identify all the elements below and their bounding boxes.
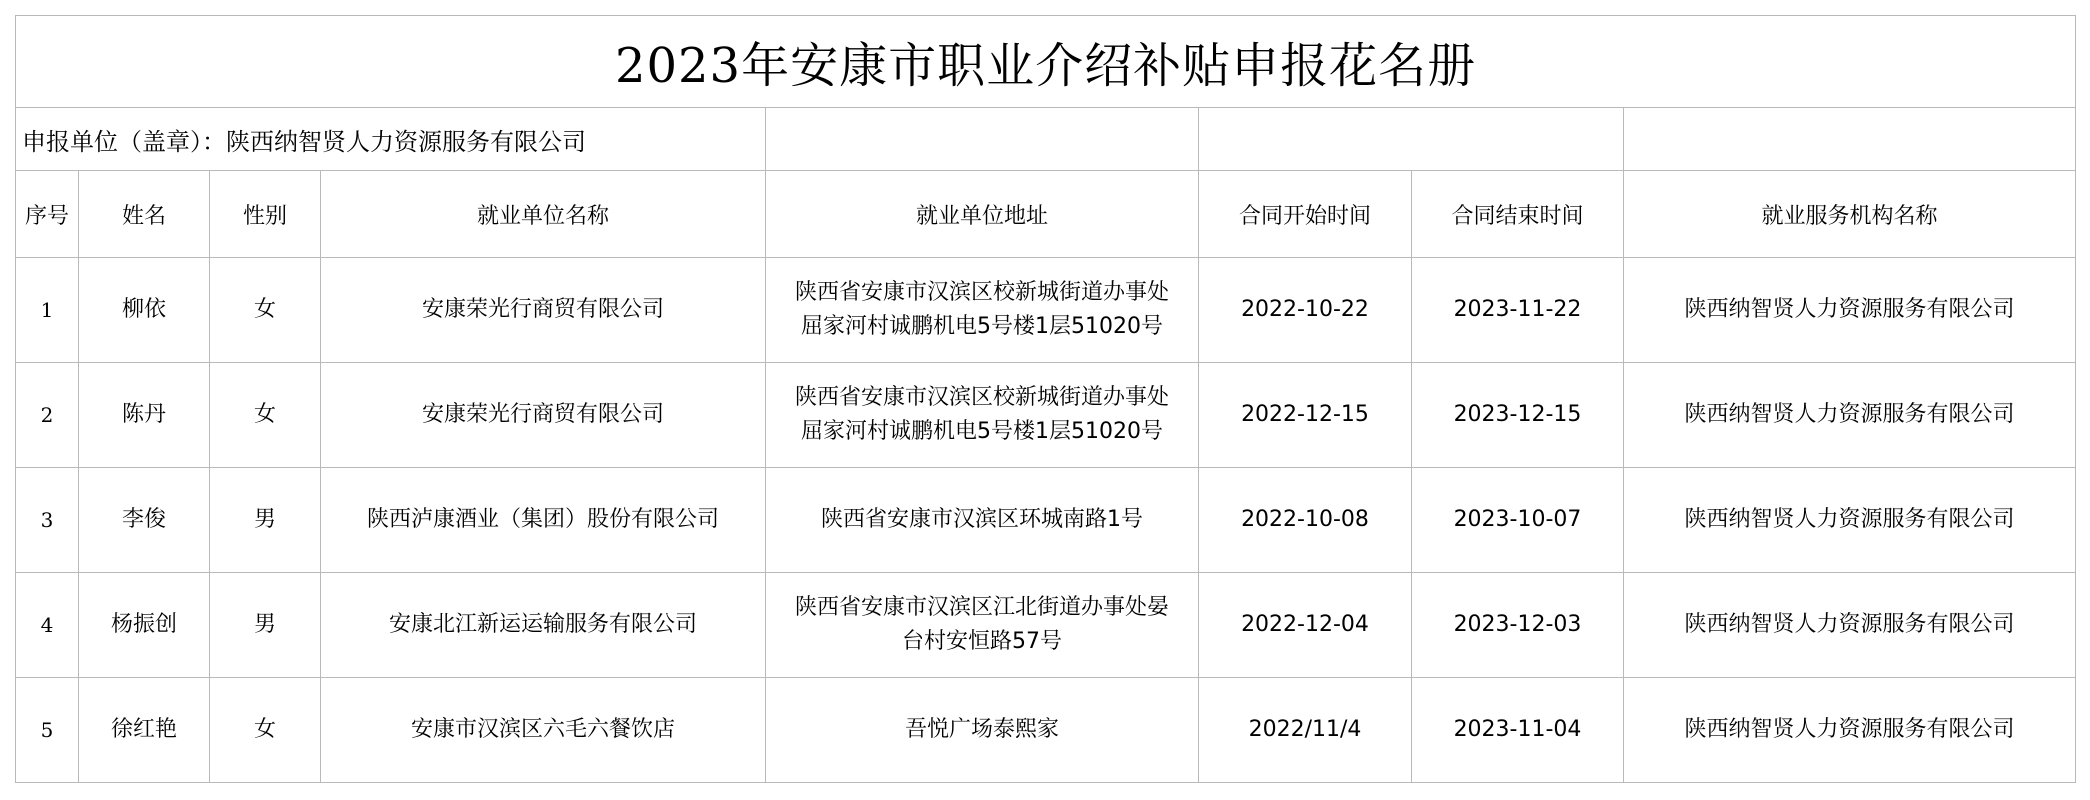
table-row [16, 468, 2076, 573]
service-agency: 陕西纳智贤人力资源服务有限公司 [1624, 258, 2076, 363]
blank-cell [1624, 108, 2076, 171]
person-name: 柳依 [79, 258, 210, 363]
column-header: 姓名 [79, 171, 210, 258]
column-header: 序号 [16, 171, 79, 258]
contract-end: 2023-11-22 [1412, 258, 1624, 363]
table-row [16, 678, 2076, 783]
gender: 女 [210, 363, 321, 468]
gender: 女 [210, 258, 321, 363]
contract-start: 2022-12-15 [1199, 363, 1412, 468]
address-line: 陕西省安康市汉滨区江北街道办事处晏 [794, 595, 1169, 620]
table-row [16, 573, 2076, 678]
column-header: 就业单位地址 [766, 171, 1199, 258]
person-name: 李俊 [79, 468, 210, 573]
address-line: 陕西省安康市汉滨区校新城街道办事处 [794, 385, 1169, 410]
employer-name: 安康荣光行商贸有限公司 [321, 363, 766, 468]
address-line: 屈家河村诚鹏机电5号楼1层51020号 [801, 314, 1163, 339]
employer-name: 陕西泸康酒业（集团）股份有限公司 [321, 468, 766, 573]
contract-end: 2023-11-04 [1412, 678, 1624, 783]
column-header: 合同开始时间 [1199, 171, 1412, 258]
address-line: 吾悦广场泰熙家 [904, 717, 1059, 742]
column-header: 就业单位名称 [321, 171, 766, 258]
column-header: 就业服务机构名称 [1624, 171, 2076, 258]
service-agency: 陕西纳智贤人力资源服务有限公司 [1624, 363, 2076, 468]
address-line: 屈家河村诚鹏机电5号楼1层51020号 [801, 419, 1163, 444]
contract-start: 2022/11/4 [1199, 678, 1412, 783]
person-name: 徐红艳 [79, 678, 210, 783]
reporting-unit-label: 申报单位（盖章）：陕西纳智贤人力资源服务有限公司 [16, 108, 766, 171]
table-row [16, 258, 2076, 363]
person-name: 杨振创 [79, 573, 210, 678]
gender: 男 [210, 573, 321, 678]
address-line: 陕西省安康市汉滨区校新城街道办事处 [794, 280, 1169, 305]
employer-name: 安康荣光行商贸有限公司 [321, 258, 766, 363]
table-row [16, 363, 2076, 468]
row-number: 4 [16, 573, 79, 678]
page-title: 2023年安康市职业介绍补贴申报花名册 [16, 16, 2076, 108]
gender: 女 [210, 678, 321, 783]
row-number: 3 [16, 468, 79, 573]
header-row [16, 171, 2076, 258]
unit-row [16, 108, 2076, 171]
service-agency: 陕西纳智贤人力资源服务有限公司 [1624, 678, 2076, 783]
employer-address [766, 573, 1199, 678]
contract-end: 2023-10-07 [1412, 468, 1624, 573]
column-header: 合同结束时间 [1412, 171, 1624, 258]
column-header: 性别 [210, 171, 321, 258]
title-row [16, 16, 2076, 108]
row-number: 1 [16, 258, 79, 363]
person-name: 陈丹 [79, 363, 210, 468]
employer-address [766, 468, 1199, 573]
employer-address [766, 363, 1199, 468]
employer-name: 安康北江新运运输服务有限公司 [321, 573, 766, 678]
row-number: 2 [16, 363, 79, 468]
blank-cell [1199, 108, 1624, 171]
service-agency: 陕西纳智贤人力资源服务有限公司 [1624, 573, 2076, 678]
employer-address [766, 258, 1199, 363]
contract-end: 2023-12-15 [1412, 363, 1624, 468]
contract-start: 2022-10-08 [1199, 468, 1412, 573]
subsidy-roster-table [15, 15, 2076, 783]
blank-cell [766, 108, 1199, 171]
row-number: 5 [16, 678, 79, 783]
contract-end: 2023-12-03 [1412, 573, 1624, 678]
service-agency: 陕西纳智贤人力资源服务有限公司 [1624, 468, 2076, 573]
gender: 男 [210, 468, 321, 573]
address-line: 陕西省安康市汉滨区环城南路1号 [821, 507, 1143, 532]
contract-start: 2022-12-04 [1199, 573, 1412, 678]
address-line: 台村安恒路57号 [902, 629, 1062, 654]
employer-name: 安康市汉滨区六毛六餐饮店 [321, 678, 766, 783]
contract-start: 2022-10-22 [1199, 258, 1412, 363]
employer-address [766, 678, 1199, 783]
